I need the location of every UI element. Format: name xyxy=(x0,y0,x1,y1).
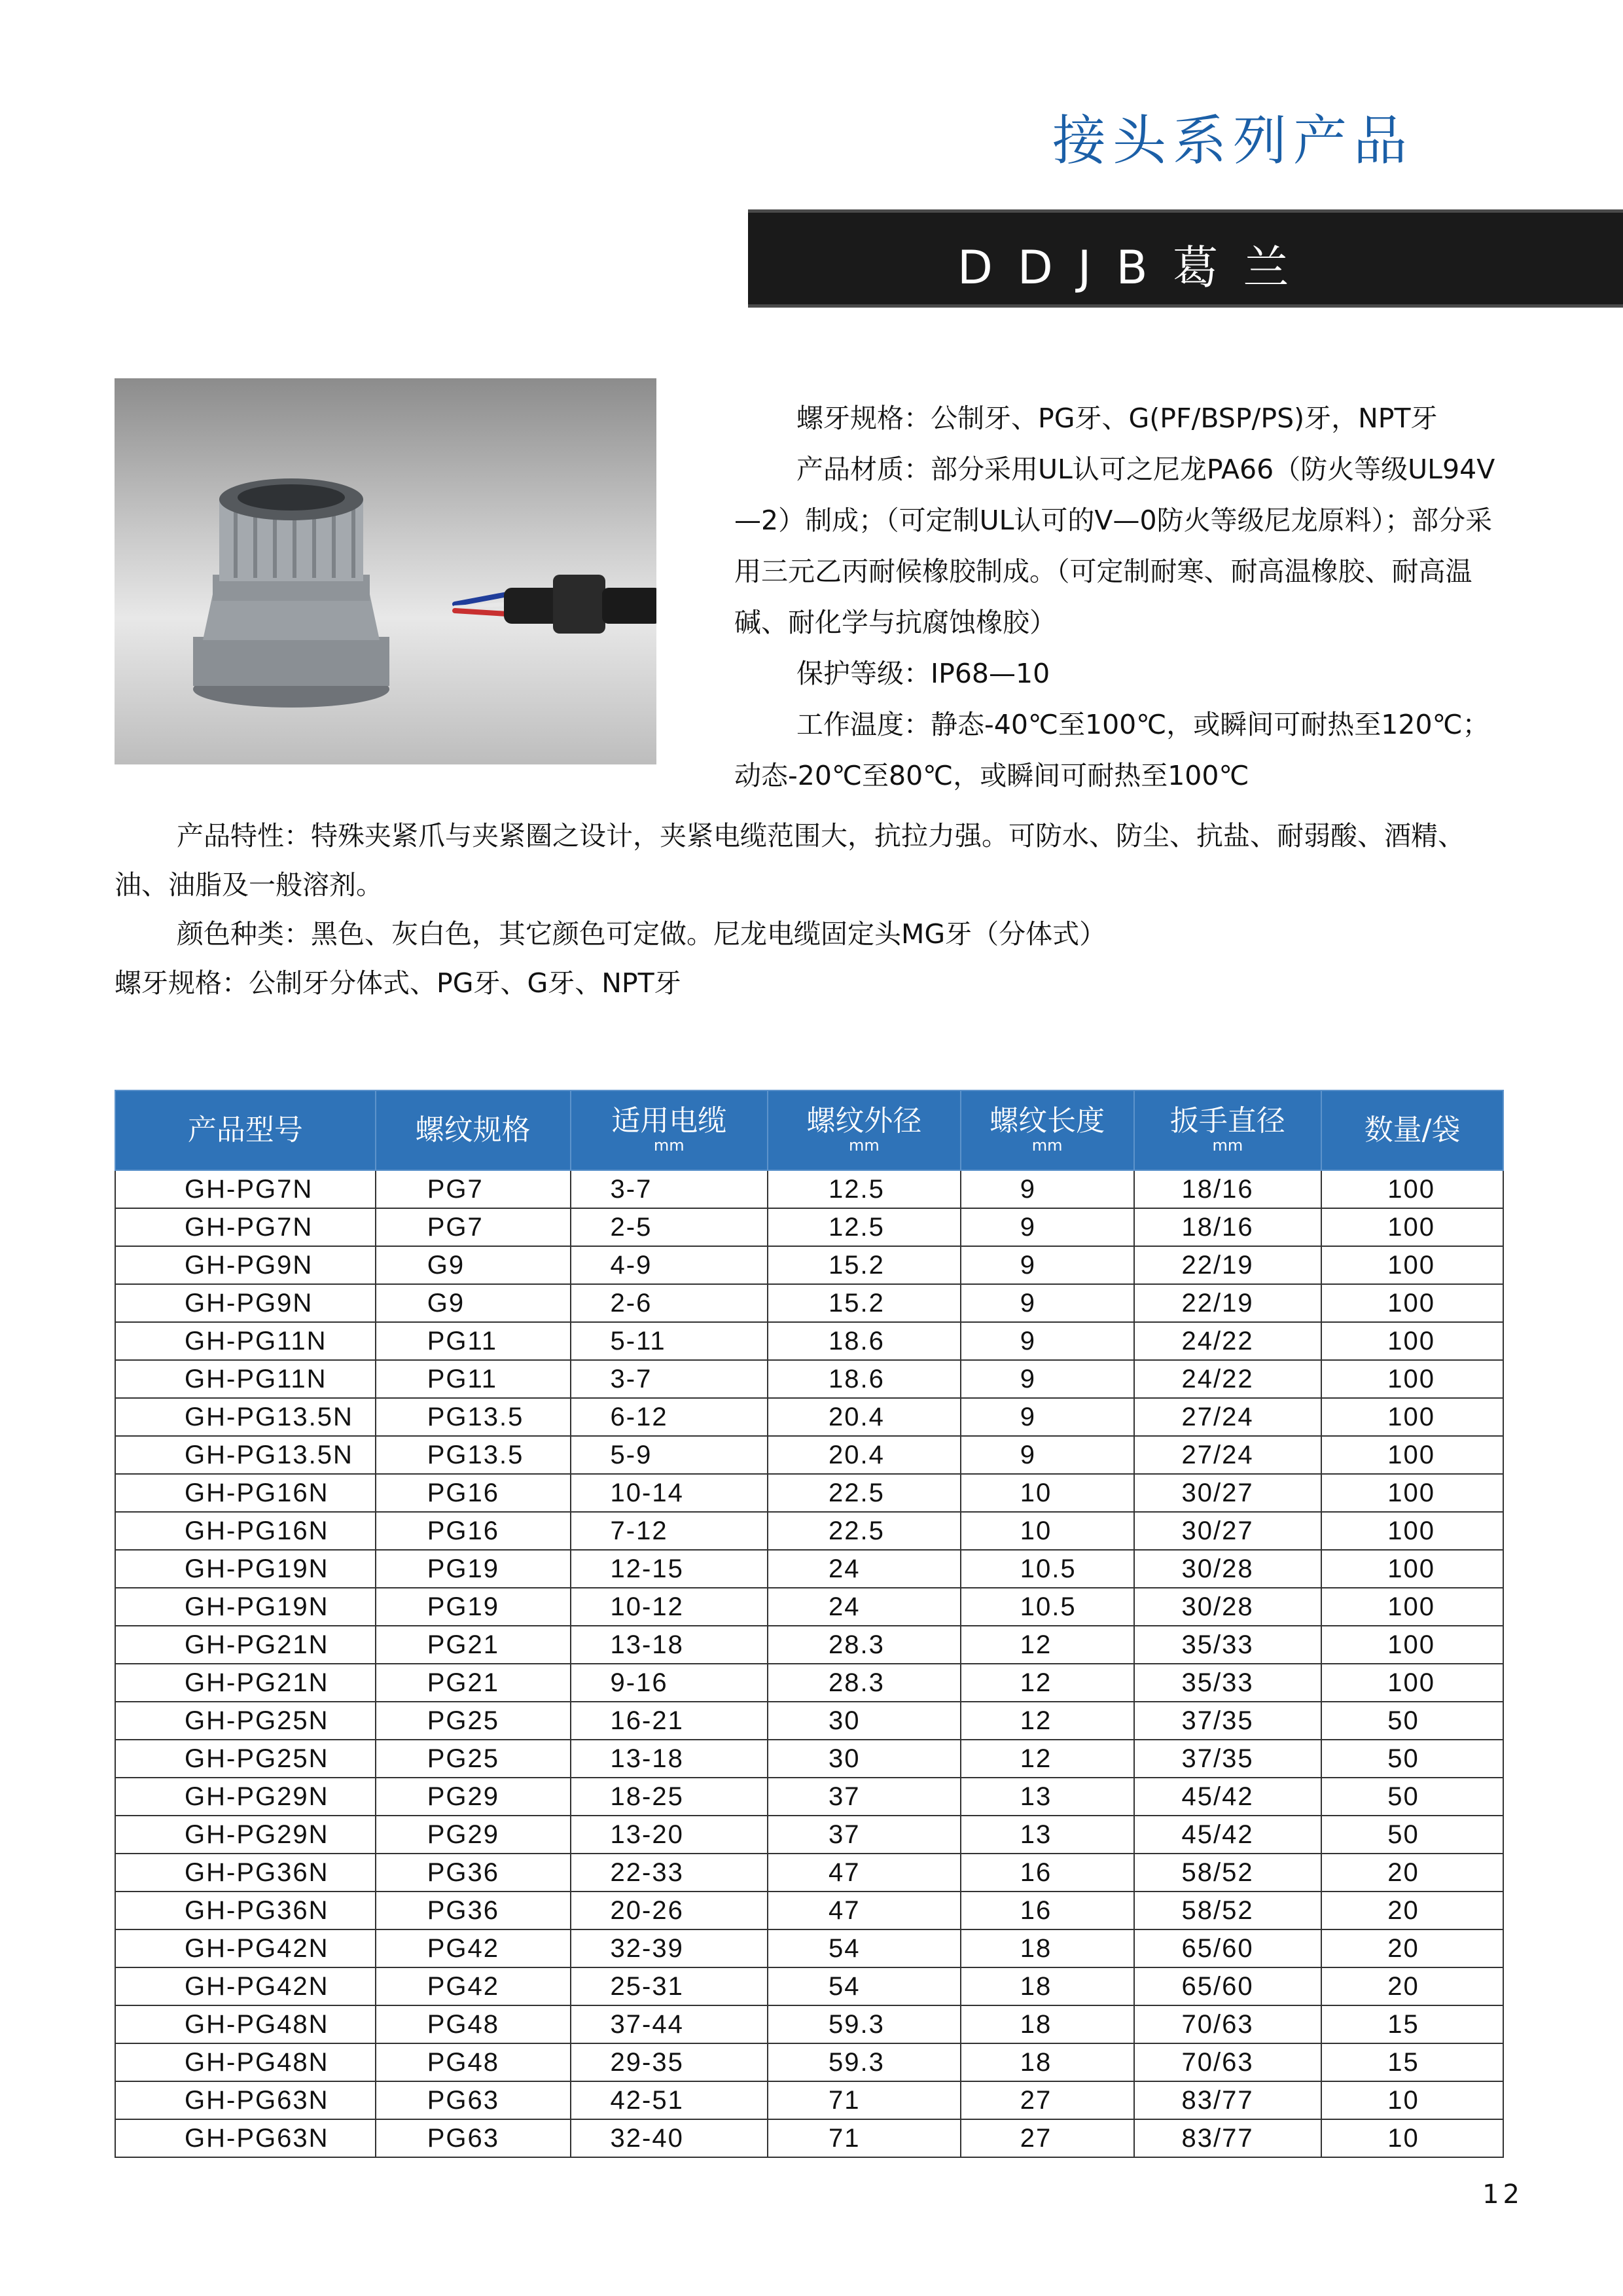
table-cell: 16 xyxy=(961,1892,1134,1929)
table-cell: 24/22 xyxy=(1134,1360,1322,1398)
table-cell: 12 xyxy=(961,1740,1134,1778)
table-cell: 24 xyxy=(768,1550,961,1588)
table-cell: 35/33 xyxy=(1134,1664,1322,1702)
table-cell: 100 xyxy=(1321,1588,1503,1626)
table-row xyxy=(115,1664,1503,1702)
table-row xyxy=(115,1170,1503,1208)
table-cell: 30/28 xyxy=(1134,1588,1322,1626)
table-cell: 50 xyxy=(1321,1702,1503,1740)
table-cell: 10 xyxy=(961,1474,1134,1512)
table-cell: PG48 xyxy=(376,2005,571,2043)
table-cell: 100 xyxy=(1321,1322,1503,1360)
table-header-row xyxy=(115,1090,1503,1170)
table-cell: GH-PG21N xyxy=(115,1626,376,1664)
table-cell: 22.5 xyxy=(768,1512,961,1550)
table-cell: 100 xyxy=(1321,1284,1503,1322)
table-cell: 15 xyxy=(1321,2005,1503,2043)
table-cell: 50 xyxy=(1321,1816,1503,1854)
table-row xyxy=(115,1398,1503,1436)
header-thread: 螺纹规格 xyxy=(376,1090,571,1170)
feature-characteristics: 产品特性：特殊夹紧爪与夹紧圈之设计，夹紧电缆范围大，抗拉力强。可防水、防尘、抗盐、耐弱酸、酒精、油、油脂及一般溶剂。 xyxy=(115,820,1465,901)
table-cell: 10.5 xyxy=(961,1588,1134,1626)
table-cell: 18 xyxy=(961,2005,1134,2043)
table-cell: 12-15 xyxy=(571,1550,768,1588)
table-cell: 20 xyxy=(1321,1892,1503,1929)
table-cell: 24/22 xyxy=(1134,1322,1322,1360)
table-cell: 42-51 xyxy=(571,2081,768,2119)
table-cell: 18 xyxy=(961,2043,1134,2081)
table-cell: 54 xyxy=(768,1929,961,1967)
table-cell: 5-9 xyxy=(571,1436,768,1474)
table-cell: 100 xyxy=(1321,1436,1503,1474)
table-row xyxy=(115,2081,1503,2119)
table-cell: 12 xyxy=(961,1702,1134,1740)
table-cell: 12 xyxy=(961,1626,1134,1664)
table-cell: 45/42 xyxy=(1134,1816,1322,1854)
table-row xyxy=(115,2119,1503,2157)
table-cell: GH-PG13.5N xyxy=(115,1436,376,1474)
table-cell: 9 xyxy=(961,1436,1134,1474)
table-cell: GH-PG25N xyxy=(115,1740,376,1778)
table-cell: G9 xyxy=(376,1246,571,1284)
table-cell: 70/63 xyxy=(1134,2043,1322,2081)
table-cell: 15.2 xyxy=(768,1284,961,1322)
table-cell: PG19 xyxy=(376,1550,571,1588)
table-cell: 100 xyxy=(1321,1474,1503,1512)
table-row xyxy=(115,1626,1503,1664)
table-cell: 65/60 xyxy=(1134,1929,1322,1967)
table-row xyxy=(115,1436,1503,1474)
table-cell: 9 xyxy=(961,1208,1134,1246)
table-cell: 100 xyxy=(1321,1664,1503,1702)
table-cell: 70/63 xyxy=(1134,2005,1322,2043)
header-model: 产品型号 xyxy=(115,1090,376,1170)
table-cell: PG25 xyxy=(376,1740,571,1778)
table-cell: PG13.5 xyxy=(376,1436,571,1474)
table-cell: GH-PG48N xyxy=(115,2005,376,2043)
table-cell: 13 xyxy=(961,1778,1134,1816)
table-cell: 18.6 xyxy=(768,1322,961,1360)
spec-protection: 保护等级：IP68—10 xyxy=(796,658,1050,689)
table-cell: 59.3 xyxy=(768,2005,961,2043)
table-cell: PG63 xyxy=(376,2119,571,2157)
table-cell: 20 xyxy=(1321,1854,1503,1892)
table-cell: 83/77 xyxy=(1134,2119,1322,2157)
table-cell: 10 xyxy=(1321,2081,1503,2119)
table-cell: PG16 xyxy=(376,1512,571,1550)
table-cell: 27/24 xyxy=(1134,1436,1322,1474)
table-cell: GH-PG11N xyxy=(115,1322,376,1360)
table-cell: 100 xyxy=(1321,1626,1503,1664)
table-cell: 5-11 xyxy=(571,1322,768,1360)
table-cell: 12 xyxy=(961,1664,1134,1702)
table-cell: 18-25 xyxy=(571,1778,768,1816)
table-cell: GH-PG48N xyxy=(115,2043,376,2081)
table-row xyxy=(115,1246,1503,1284)
table-cell: 100 xyxy=(1321,1398,1503,1436)
table-cell: GH-PG16N xyxy=(115,1474,376,1512)
table-cell: 13-18 xyxy=(571,1626,768,1664)
table-row xyxy=(115,1740,1503,1778)
spec-table xyxy=(115,1090,1504,2158)
table-cell: 18/16 xyxy=(1134,1208,1322,1246)
table-cell: 9-16 xyxy=(571,1664,768,1702)
table-cell: 35/33 xyxy=(1134,1626,1322,1664)
table-cell: PG16 xyxy=(376,1474,571,1512)
table-cell: 7-12 xyxy=(571,1512,768,1550)
table-cell: GH-PG63N xyxy=(115,2081,376,2119)
table-cell: 18 xyxy=(961,1967,1134,2005)
page-number: 12 xyxy=(1482,2179,1524,2210)
header-cable-range: 适用电缆 mm xyxy=(571,1090,768,1170)
table-cell: 25-31 xyxy=(571,1967,768,2005)
table-cell: 18/16 xyxy=(1134,1170,1322,1208)
table-cell: PG25 xyxy=(376,1702,571,1740)
table-cell: 6-12 xyxy=(571,1398,768,1436)
brand-name: DDJB葛兰 xyxy=(957,241,1314,295)
table-cell: 10 xyxy=(1321,2119,1503,2157)
table-cell: 20.4 xyxy=(768,1398,961,1436)
table-row xyxy=(115,1588,1503,1626)
header-outer-dia: 螺纹外径 mm xyxy=(768,1090,961,1170)
spec-temperature: 工作温度：静态-40℃至100℃，或瞬间可耐热至120℃；动态-20℃至80℃，或瞬间可耐热至100℃ xyxy=(734,709,1489,791)
table-cell: 9 xyxy=(961,1398,1134,1436)
table-cell: 30 xyxy=(768,1740,961,1778)
table-cell: GH-PG36N xyxy=(115,1892,376,1929)
table-cell: 13 xyxy=(961,1816,1134,1854)
header-wrench-dia: 扳手直径 mm xyxy=(1134,1090,1322,1170)
header-thread-length: 螺纹长度 mm xyxy=(961,1090,1134,1170)
table-cell: GH-PG9N xyxy=(115,1246,376,1284)
table-cell: 22/19 xyxy=(1134,1284,1322,1322)
table-cell: 100 xyxy=(1321,1550,1503,1588)
table-cell: 13-18 xyxy=(571,1740,768,1778)
table-cell: 100 xyxy=(1321,1360,1503,1398)
table-row xyxy=(115,1892,1503,1929)
table-cell: 50 xyxy=(1321,1778,1503,1816)
series-title: 接头系列产品 xyxy=(1052,110,1414,172)
table-cell: GH-PG63N xyxy=(115,2119,376,2157)
table-cell: PG13.5 xyxy=(376,1398,571,1436)
table-cell: 10-14 xyxy=(571,1474,768,1512)
table-cell: 20.4 xyxy=(768,1436,961,1474)
table-cell: 22-33 xyxy=(571,1854,768,1892)
table-cell: 37/35 xyxy=(1134,1702,1322,1740)
table-cell: 10.5 xyxy=(961,1550,1134,1588)
table-cell: 100 xyxy=(1321,1208,1503,1246)
table-cell: PG21 xyxy=(376,1664,571,1702)
spec-thread: 螺牙规格：公制牙、PG牙、G(PF/BSP/PS)牙，NPT牙 xyxy=(796,403,1438,434)
table-cell: 2-5 xyxy=(571,1208,768,1246)
table-cell: 13-20 xyxy=(571,1816,768,1854)
table-cell: PG19 xyxy=(376,1588,571,1626)
table-cell: 20 xyxy=(1321,1967,1503,2005)
table-cell: 9 xyxy=(961,1246,1134,1284)
table-cell: 71 xyxy=(768,2081,961,2119)
table-cell: 16-21 xyxy=(571,1702,768,1740)
table-cell: GH-PG25N xyxy=(115,1702,376,1740)
table-cell: PG48 xyxy=(376,2043,571,2081)
table-cell: 58/52 xyxy=(1134,1892,1322,1929)
feature-colors: 颜色种类：黑色、灰白色，其它颜色可定做。尼龙电缆固定头MG牙（分体式） xyxy=(177,918,1107,950)
header-qty: 数量/袋 xyxy=(1321,1090,1503,1170)
table-cell: 65/60 xyxy=(1134,1967,1322,2005)
table-cell: PG36 xyxy=(376,1854,571,1892)
spec-text xyxy=(734,393,1513,801)
table-cell: G9 xyxy=(376,1284,571,1322)
table-row xyxy=(115,2043,1503,2081)
table-cell: 100 xyxy=(1321,1512,1503,1550)
table-cell: 20 xyxy=(1321,1929,1503,1967)
spec-material: 产品材质：部分采用UL认可之尼龙PA66（防火等级UL94V—2）制成；（可定制UL认可的V—0防火等级尼龙原料）；部分采用三元乙丙耐候橡胶制成。（可定制耐寒、耐高温橡胶、耐高温碱、耐化学与抗腐蚀橡胶） xyxy=(734,454,1495,638)
table-row xyxy=(115,1550,1503,1588)
table-cell: GH-PG36N xyxy=(115,1854,376,1892)
table-row xyxy=(115,1284,1503,1322)
table-cell: 22/19 xyxy=(1134,1246,1322,1284)
table-cell: GH-PG42N xyxy=(115,1929,376,1967)
table-cell: 24 xyxy=(768,1588,961,1626)
table-cell: 12.5 xyxy=(768,1170,961,1208)
table-cell: 28.3 xyxy=(768,1626,961,1664)
table-cell: 54 xyxy=(768,1967,961,2005)
table-cell: 4-9 xyxy=(571,1246,768,1284)
table-cell: GH-PG11N xyxy=(115,1360,376,1398)
table-cell: 9 xyxy=(961,1284,1134,1322)
table-cell: PG11 xyxy=(376,1322,571,1360)
table-cell: 22.5 xyxy=(768,1474,961,1512)
table-cell: 29-35 xyxy=(571,2043,768,2081)
table-cell: PG63 xyxy=(376,2081,571,2119)
table-cell: 9 xyxy=(961,1170,1134,1208)
table-cell: 20-26 xyxy=(571,1892,768,1929)
table-cell: 27 xyxy=(961,2081,1134,2119)
table-row xyxy=(115,1322,1503,1360)
table-cell: PG42 xyxy=(376,1929,571,1967)
table-cell: 37 xyxy=(768,1816,961,1854)
table-row xyxy=(115,1702,1503,1740)
table-cell: PG21 xyxy=(376,1626,571,1664)
table-cell: 100 xyxy=(1321,1246,1503,1284)
table-cell: PG7 xyxy=(376,1170,571,1208)
table-cell: 28.3 xyxy=(768,1664,961,1702)
brand-banner xyxy=(748,209,1623,308)
table-cell: 18.6 xyxy=(768,1360,961,1398)
table-cell: 32-40 xyxy=(571,2119,768,2157)
table-cell: 37 xyxy=(768,1778,961,1816)
table-cell: 30/27 xyxy=(1134,1474,1322,1512)
table-cell: PG7 xyxy=(376,1208,571,1246)
table-row xyxy=(115,1512,1503,1550)
table-cell: PG36 xyxy=(376,1892,571,1929)
table-cell: 30/28 xyxy=(1134,1550,1322,1588)
table-cell: GH-PG21N xyxy=(115,1664,376,1702)
cable-gland-icon xyxy=(115,378,656,764)
table-cell: 47 xyxy=(768,1854,961,1892)
table-cell: PG42 xyxy=(376,1967,571,2005)
table-row xyxy=(115,1854,1503,1892)
table-row xyxy=(115,1208,1503,1246)
table-row xyxy=(115,1778,1503,1816)
table-cell: 37-44 xyxy=(571,2005,768,2043)
table-row xyxy=(115,1929,1503,1967)
table-cell: 59.3 xyxy=(768,2043,961,2081)
table-cell: 9 xyxy=(961,1322,1134,1360)
table-cell: 32-39 xyxy=(571,1929,768,1967)
table-cell: GH-PG19N xyxy=(115,1588,376,1626)
table-cell: GH-PG19N xyxy=(115,1550,376,1588)
table-cell: 10-12 xyxy=(571,1588,768,1626)
table-row xyxy=(115,1360,1503,1398)
table-cell: 3-7 xyxy=(571,1360,768,1398)
table-row xyxy=(115,1967,1503,2005)
table-cell: GH-PG13.5N xyxy=(115,1398,376,1436)
table-cell: 27 xyxy=(961,2119,1134,2157)
table-cell: 10 xyxy=(961,1512,1134,1550)
table-cell: 71 xyxy=(768,2119,961,2157)
table-row xyxy=(115,1474,1503,1512)
table-cell: 12.5 xyxy=(768,1208,961,1246)
table-cell: PG11 xyxy=(376,1360,571,1398)
table-cell: 9 xyxy=(961,1360,1134,1398)
table-cell: 58/52 xyxy=(1134,1854,1322,1892)
table-cell: 18 xyxy=(961,1929,1134,1967)
table-cell: GH-PG29N xyxy=(115,1816,376,1854)
table-cell: 45/42 xyxy=(1134,1778,1322,1816)
table-cell: GH-PG16N xyxy=(115,1512,376,1550)
table-cell: 100 xyxy=(1321,1170,1503,1208)
table-cell: 83/77 xyxy=(1134,2081,1322,2119)
table-cell: 15 xyxy=(1321,2043,1503,2081)
table-cell: PG29 xyxy=(376,1816,571,1854)
table-cell: 30 xyxy=(768,1702,961,1740)
table-cell: 50 xyxy=(1321,1740,1503,1778)
table-cell: GH-PG42N xyxy=(115,1967,376,2005)
features-text xyxy=(115,812,1515,1008)
table-cell: PG29 xyxy=(376,1778,571,1816)
table-cell: 47 xyxy=(768,1892,961,1929)
table-cell: 2-6 xyxy=(571,1284,768,1322)
table-cell: 16 xyxy=(961,1854,1134,1892)
table-cell: GH-PG9N xyxy=(115,1284,376,1322)
feature-thread-spec: 螺牙规格：公制牙分体式、PG牙、G牙、NPT牙 xyxy=(115,967,681,999)
table-row xyxy=(115,1816,1503,1854)
table-cell: 15.2 xyxy=(768,1246,961,1284)
table-cell: 37/35 xyxy=(1134,1740,1322,1778)
table-cell: 27/24 xyxy=(1134,1398,1322,1436)
table-row xyxy=(115,2005,1503,2043)
table-cell: 30/27 xyxy=(1134,1512,1322,1550)
product-photo xyxy=(115,378,656,764)
table-cell: GH-PG7N xyxy=(115,1170,376,1208)
table-cell: GH-PG29N xyxy=(115,1778,376,1816)
table-cell: 3-7 xyxy=(571,1170,768,1208)
table-cell: GH-PG7N xyxy=(115,1208,376,1246)
